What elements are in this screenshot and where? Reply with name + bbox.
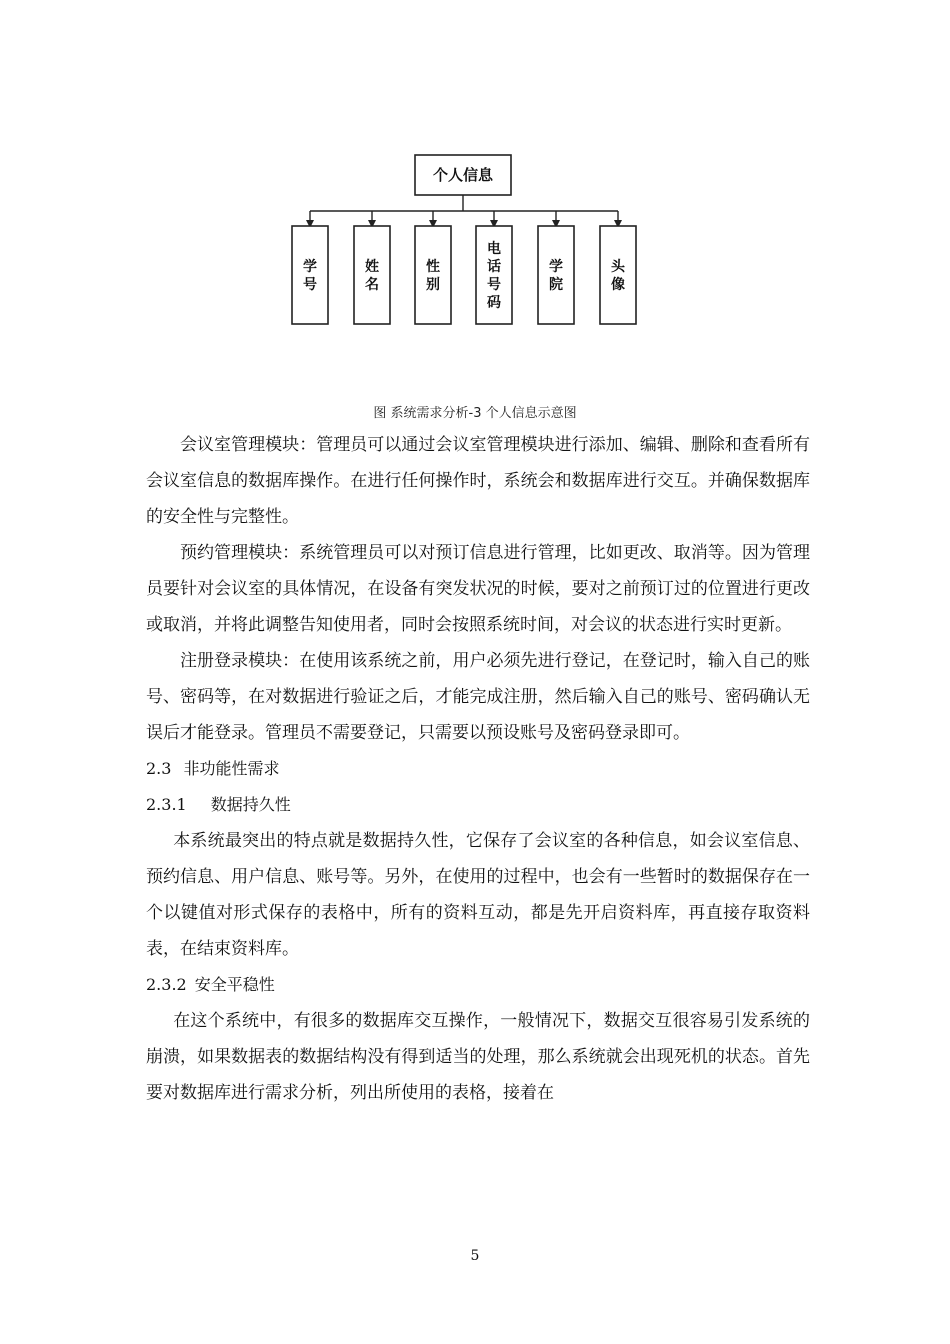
diagram-child-xueyuan xyxy=(538,226,574,324)
body-text-upper xyxy=(146,427,810,1111)
diagram-connectors xyxy=(310,195,618,224)
paragraph-register-login-module: 注册登录模块：在使用该系统之前，用户必须先进行登记，在登记时，输入自己的账号、密码等，在对数据进行验证之后，才能完成注册，然后输入自己的账号、密码确认无误后才能登录。管理员不需要登记，只需要以预设账号及密码登录即可。 xyxy=(146,651,810,743)
diagram-root-node xyxy=(415,155,511,195)
section-heading-2-3-1 xyxy=(146,787,810,823)
diagram-child-xuehao xyxy=(292,226,328,324)
diagram-child-label: 姓名 xyxy=(365,259,379,293)
paragraph-data-persistence: 本系统最突出的特点就是数据持久性，它保存了会议室的各种信息，如会议室信息、预约信息、用户信息、账号等。另外，在使用的过程中，也会有一些暂时的数据保存在一个以键值对形式保存的表格中，所有的资料互动，都是先开启资料库，再直接存取资料表，在结束资料库。 xyxy=(146,831,810,959)
section-title: 数据持久性 xyxy=(210,795,291,814)
section-heading-2-3 xyxy=(146,751,810,787)
diagram-child-xingming xyxy=(354,226,390,324)
diagram-child-xingbie xyxy=(415,226,451,324)
paragraph-meeting-room-module: 会议室管理模块：管理员可以通过会议室管理模块进行添加、编辑、删除和查看所有会议室信息的数据库操作。在进行任何操作时，系统会和数据库进行交互。并确保数据库的安全性与完整性。 xyxy=(146,435,810,527)
section-number: 2.3.2 xyxy=(146,975,187,994)
figure-caption: 图 系统需求分析-3 个人信息示意图 xyxy=(373,406,577,421)
section-number: 2.3.1 xyxy=(146,795,187,814)
diagram-child-touxiang xyxy=(600,226,636,324)
diagram-child-label: 性别 xyxy=(426,259,440,293)
diagram-child-label: 头像 xyxy=(611,259,625,293)
personal-info-diagram xyxy=(0,0,950,390)
diagram-child-label: 学院 xyxy=(549,259,563,293)
diagram-child-dianhua xyxy=(476,226,512,324)
section-heading-2-3-2 xyxy=(146,967,810,1003)
section-title: 非功能性需求 xyxy=(183,759,280,778)
paragraph-reservation-module: 预约管理模块：系统管理员可以对预订信息进行管理，比如更改、取消等。因为管理员要针对会议室的具体情况，在设备有突发状况的时候，要对之前预订过的位置进行更改或取消，并将此调整告知使用者，同时会按照系统时间，对会议的状态进行实时更新。 xyxy=(146,543,810,635)
diagram-root-label: 个人信息 xyxy=(432,166,494,184)
section-number: 2.3 xyxy=(146,759,172,778)
paragraph-security-stability: 在这个系统中，有很多的数据库交互操作，一般情况下，数据交互很容易引发系统的崩溃，如果数据表的数据结构没有得到适当的处理，那么系统就会出现死机的状态。首先要对数据库进行需求分析，列出所使用的表格，接着在 xyxy=(146,1011,810,1103)
page-number: 5 xyxy=(470,1248,480,1264)
diagram-child-label: 学号 xyxy=(303,259,317,293)
diagram-child-label: 电话号码 xyxy=(487,241,501,311)
section-title: 安全平稳性 xyxy=(194,975,275,994)
